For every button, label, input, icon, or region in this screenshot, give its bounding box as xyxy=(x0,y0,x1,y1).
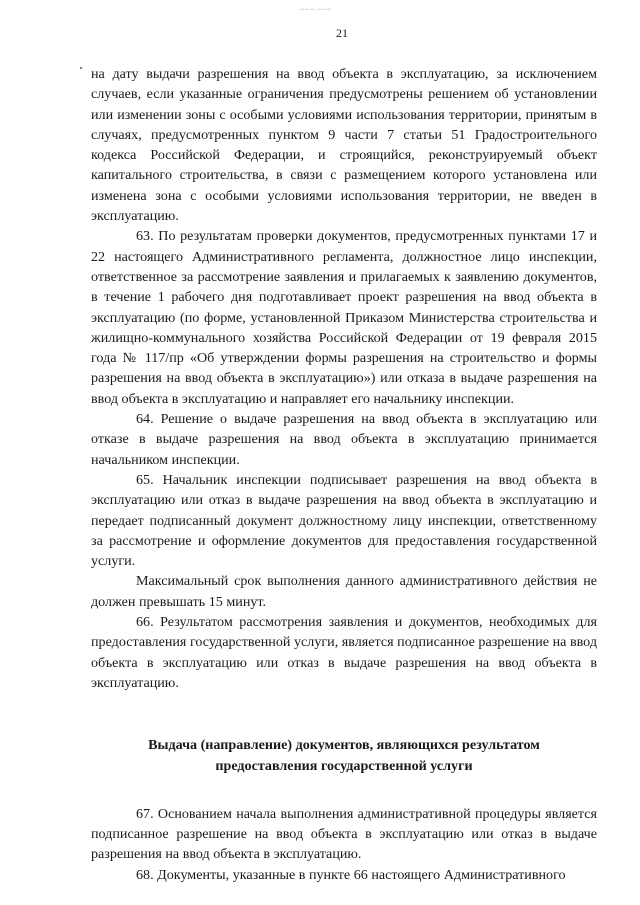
page-number: 21 xyxy=(336,26,348,40)
paragraph-max-time: Максимальный срок выполнения данного административного действия не должен превышать 15 минут. xyxy=(91,573,597,610)
paragraph-continuation: на дату выдачи разрешения на ввод объекта в эксплуатацию, за исключением случаев, если указанные ограничения предусмотрены решением об установлении или изменении зоны с особыми условиями использования территории, принятым в случаях, предусмотренных пунктом 9 части 7 статьи 51 Градостроительного кодекса Российской Федерации, и строящийся, реконструируемый объект капитального строительства, в связи с размещением которого установлена или изменена зона с особыми условиями использования территории, не введен в эксплуатацию. xyxy=(91,66,597,225)
paragraph-65: 65. Начальник инспекции подписывает разрешения на ввод объекта в эксплуатацию или отказ в выдаче разрешения на ввод объекта в эксплуатацию и передает подписанный документ должностному лицу инспекции, ответственному за рассмотрение и оформление документов для предоставления государственной услуги. xyxy=(91,471,597,570)
section-heading: Выдача (направление) документов, являющихся результатом предоставления государственной услуги xyxy=(148,737,540,774)
paragraph-67: 67. Основанием начала выполнения административной процедуры является подписанное разрешение на ввод объекта в эксплуатацию или отказ в выдаче разрешения на ввод объекта в эксплуатацию. xyxy=(91,805,597,863)
paragraph-64: 64. Решение о выдаче разрешения на ввод объекта в эксплуатацию или отказе в выдаче разрешения на ввод объекта в эксплуатацию принимается начальником инспекции. xyxy=(91,411,597,468)
scan-artifact: ~~~·~~~ xyxy=(300,6,333,14)
document-body xyxy=(91,64,597,885)
paragraph-66: 66. Результатом рассмотрения заявления и документов, необходимых для предоставления государственной услуги, является подписанное разрешение на ввод объекта в эксплуатацию или отказ в выдаче разрешения на ввод объекта в эксплуатацию. xyxy=(91,614,597,691)
paragraph-63: 63. По результатам проверки документов, предусмотренных пунктами 17 и 22 настоящего Административного регламента, должностное лицо инспекции, ответственное за рассмотрение заявления и прилагаемых к заявлению документов, в течение 1 рабочего дня подготавливает проект разрешения на ввод объекта в эксплуатацию (по форме, установленной Приказом Министерства строительства и жилищно-коммунального хозяйства Российской Федерации от 19 февраля 2015 года № 117/пр «Об утверждении формы разрешения на строительство и формы разрешения на ввод объекта в эксплуатацию») или отказа в выдаче разрешения на ввод объекта в эксплуатацию и направляет его начальнику инспекции. xyxy=(91,228,597,407)
scan-speck xyxy=(80,67,82,69)
paragraph-68: 68. Документы, указанные в пункте 66 настоящего Административного xyxy=(136,866,566,883)
